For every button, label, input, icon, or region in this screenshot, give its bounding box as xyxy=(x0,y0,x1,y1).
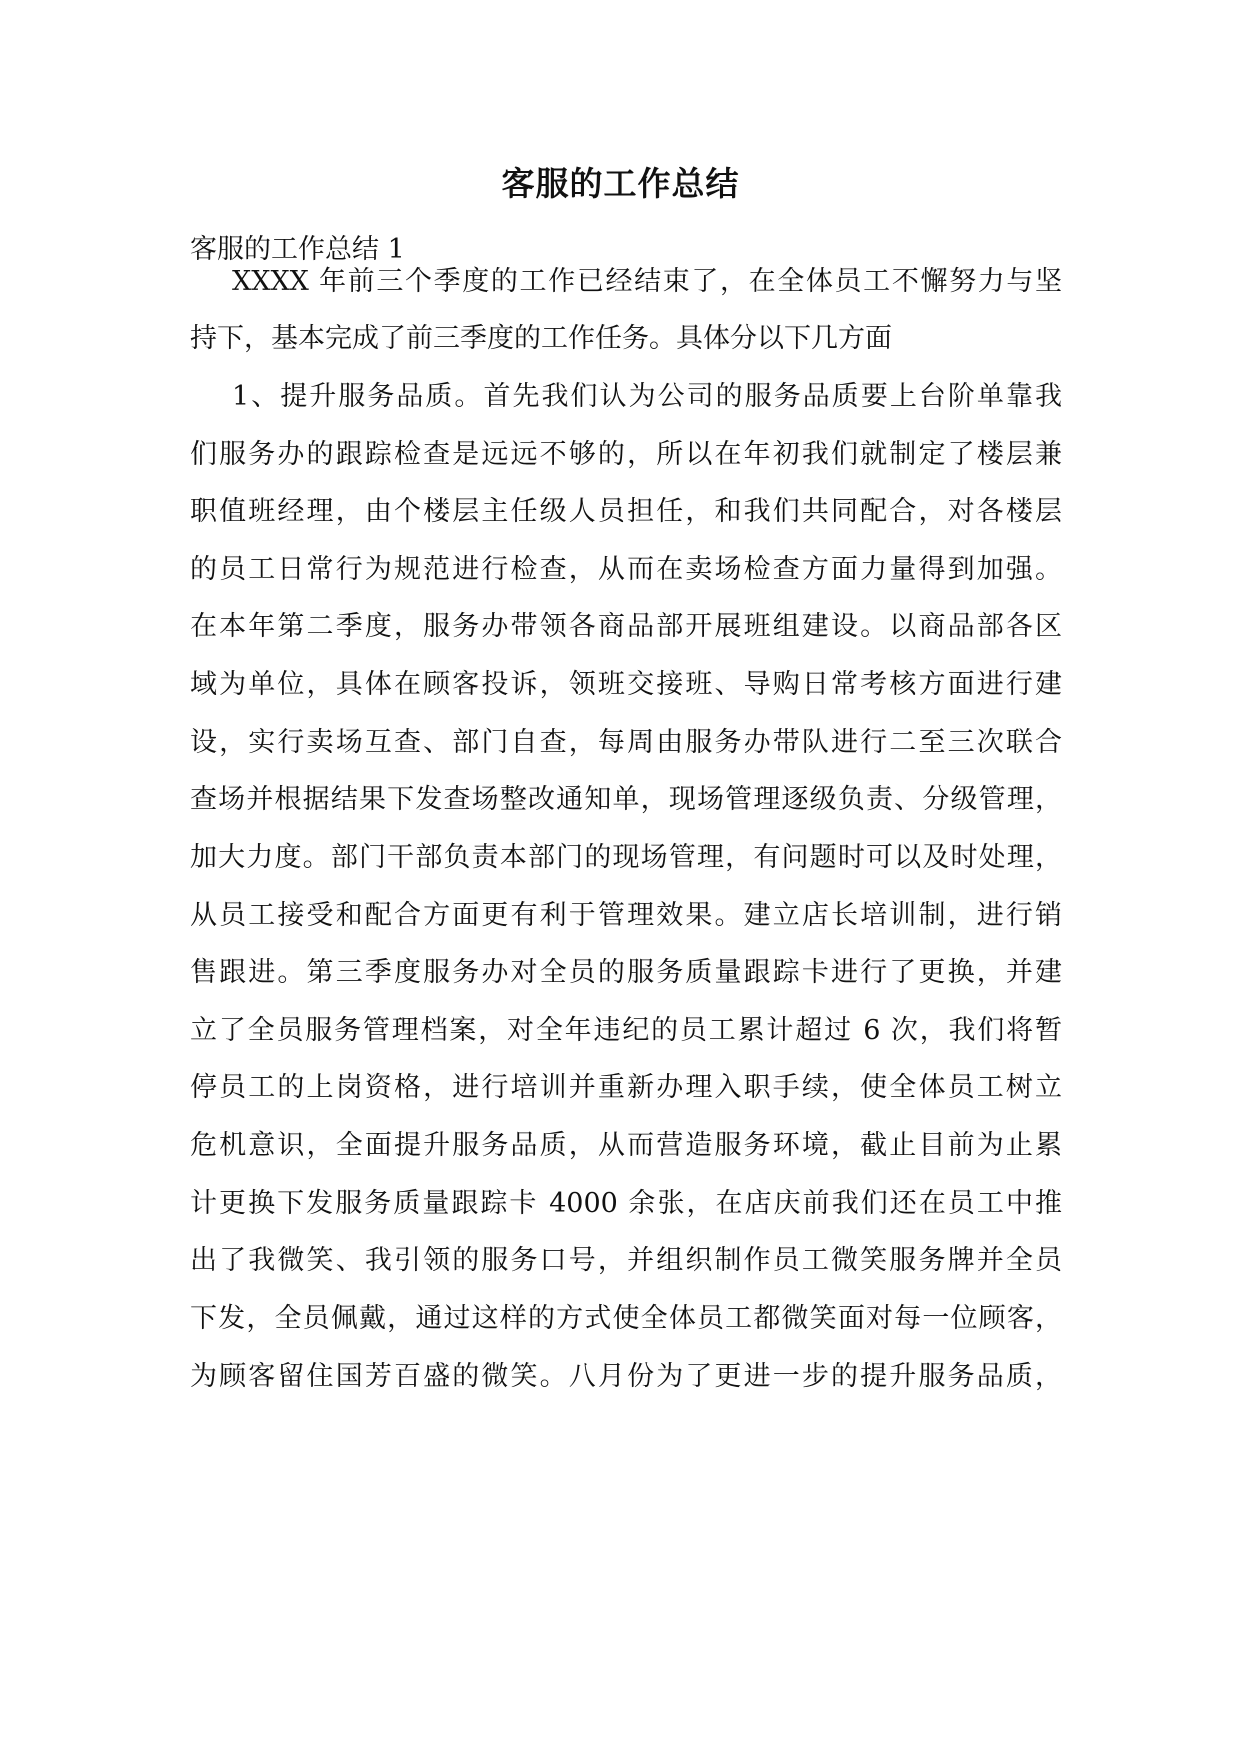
text-line: 们服务办的跟踪检查是远远不够的，所以在年初我们就制定了楼层兼 xyxy=(190,439,1062,470)
text-line: XXXX 年前三个季度的工作已经结束了，在全体员工不懈努力与坚 xyxy=(232,266,1062,297)
text-line: 设，实行卖场互查、部门自查，每周由服务办带队进行二至三次联合 xyxy=(190,727,1062,758)
text-line: 停员工的上岗资格，进行培训并重新办理入职手续，使全体员工树立 xyxy=(190,1072,1062,1103)
text-line: 出了我微笑、我引领的服务口号，并组织制作员工微笑服务牌并全员 xyxy=(190,1245,1062,1276)
text-line: 从员工接受和配合方面更有利于管理效果。建立店长培训制，进行销 xyxy=(190,900,1062,931)
text-line: 计更换下发服务质量跟踪卡 4000 余张，在店庆前我们还在员工中推 xyxy=(190,1188,1062,1219)
text-line: 持下，基本完成了前三季度的工作任务。具体分以下几方面 xyxy=(190,323,892,354)
text-line: 加大力度。部门干部负责本部门的现场管理，有问题时可以及时处理， xyxy=(190,842,1062,873)
text-line: 在本年第二季度，服务办带领各商品部开展班组建设。以商品部各区 xyxy=(190,611,1062,642)
text-line: 为顾客留住国芳百盛的微笑。八月份为了更进一步的提升服务品质， xyxy=(190,1361,1062,1392)
text-line: 的员工日常行为规范进行检查，从而在卖场检查方面力量得到加强。 xyxy=(190,554,1062,585)
text-line: 下发，全员佩戴，通过这样的方式使全体员工都微笑面对每一位顾客， xyxy=(190,1303,1062,1334)
text-line: 危机意识，全面提升服务品质，从而营造服务环境，截止目前为止累 xyxy=(190,1130,1062,1161)
text-line: 立了全员服务管理档案，对全年违纪的员工累计超过 6 次，我们将暂 xyxy=(190,1015,1062,1046)
section-heading: 客服的工作总结 1 xyxy=(190,234,405,265)
text-line: 职值班经理，由个楼层主任级人员担任，和我们共同配合，对各楼层 xyxy=(190,496,1062,527)
text-line: 1、提升服务品质。首先我们认为公司的服务品质要上台阶单靠我 xyxy=(232,381,1062,412)
text-line: 域为单位，具体在顾客投诉，领班交接班、导购日常考核方面进行建 xyxy=(190,669,1062,700)
text-line: 售跟进。第三季度服务办对全员的服务质量跟踪卡进行了更换，并建 xyxy=(190,957,1062,988)
document-title: 客服的工作总结 xyxy=(501,164,740,203)
text-line: 查场并根据结果下发查场整改通知单，现场管理逐级负责、分级管理， xyxy=(190,784,1062,815)
